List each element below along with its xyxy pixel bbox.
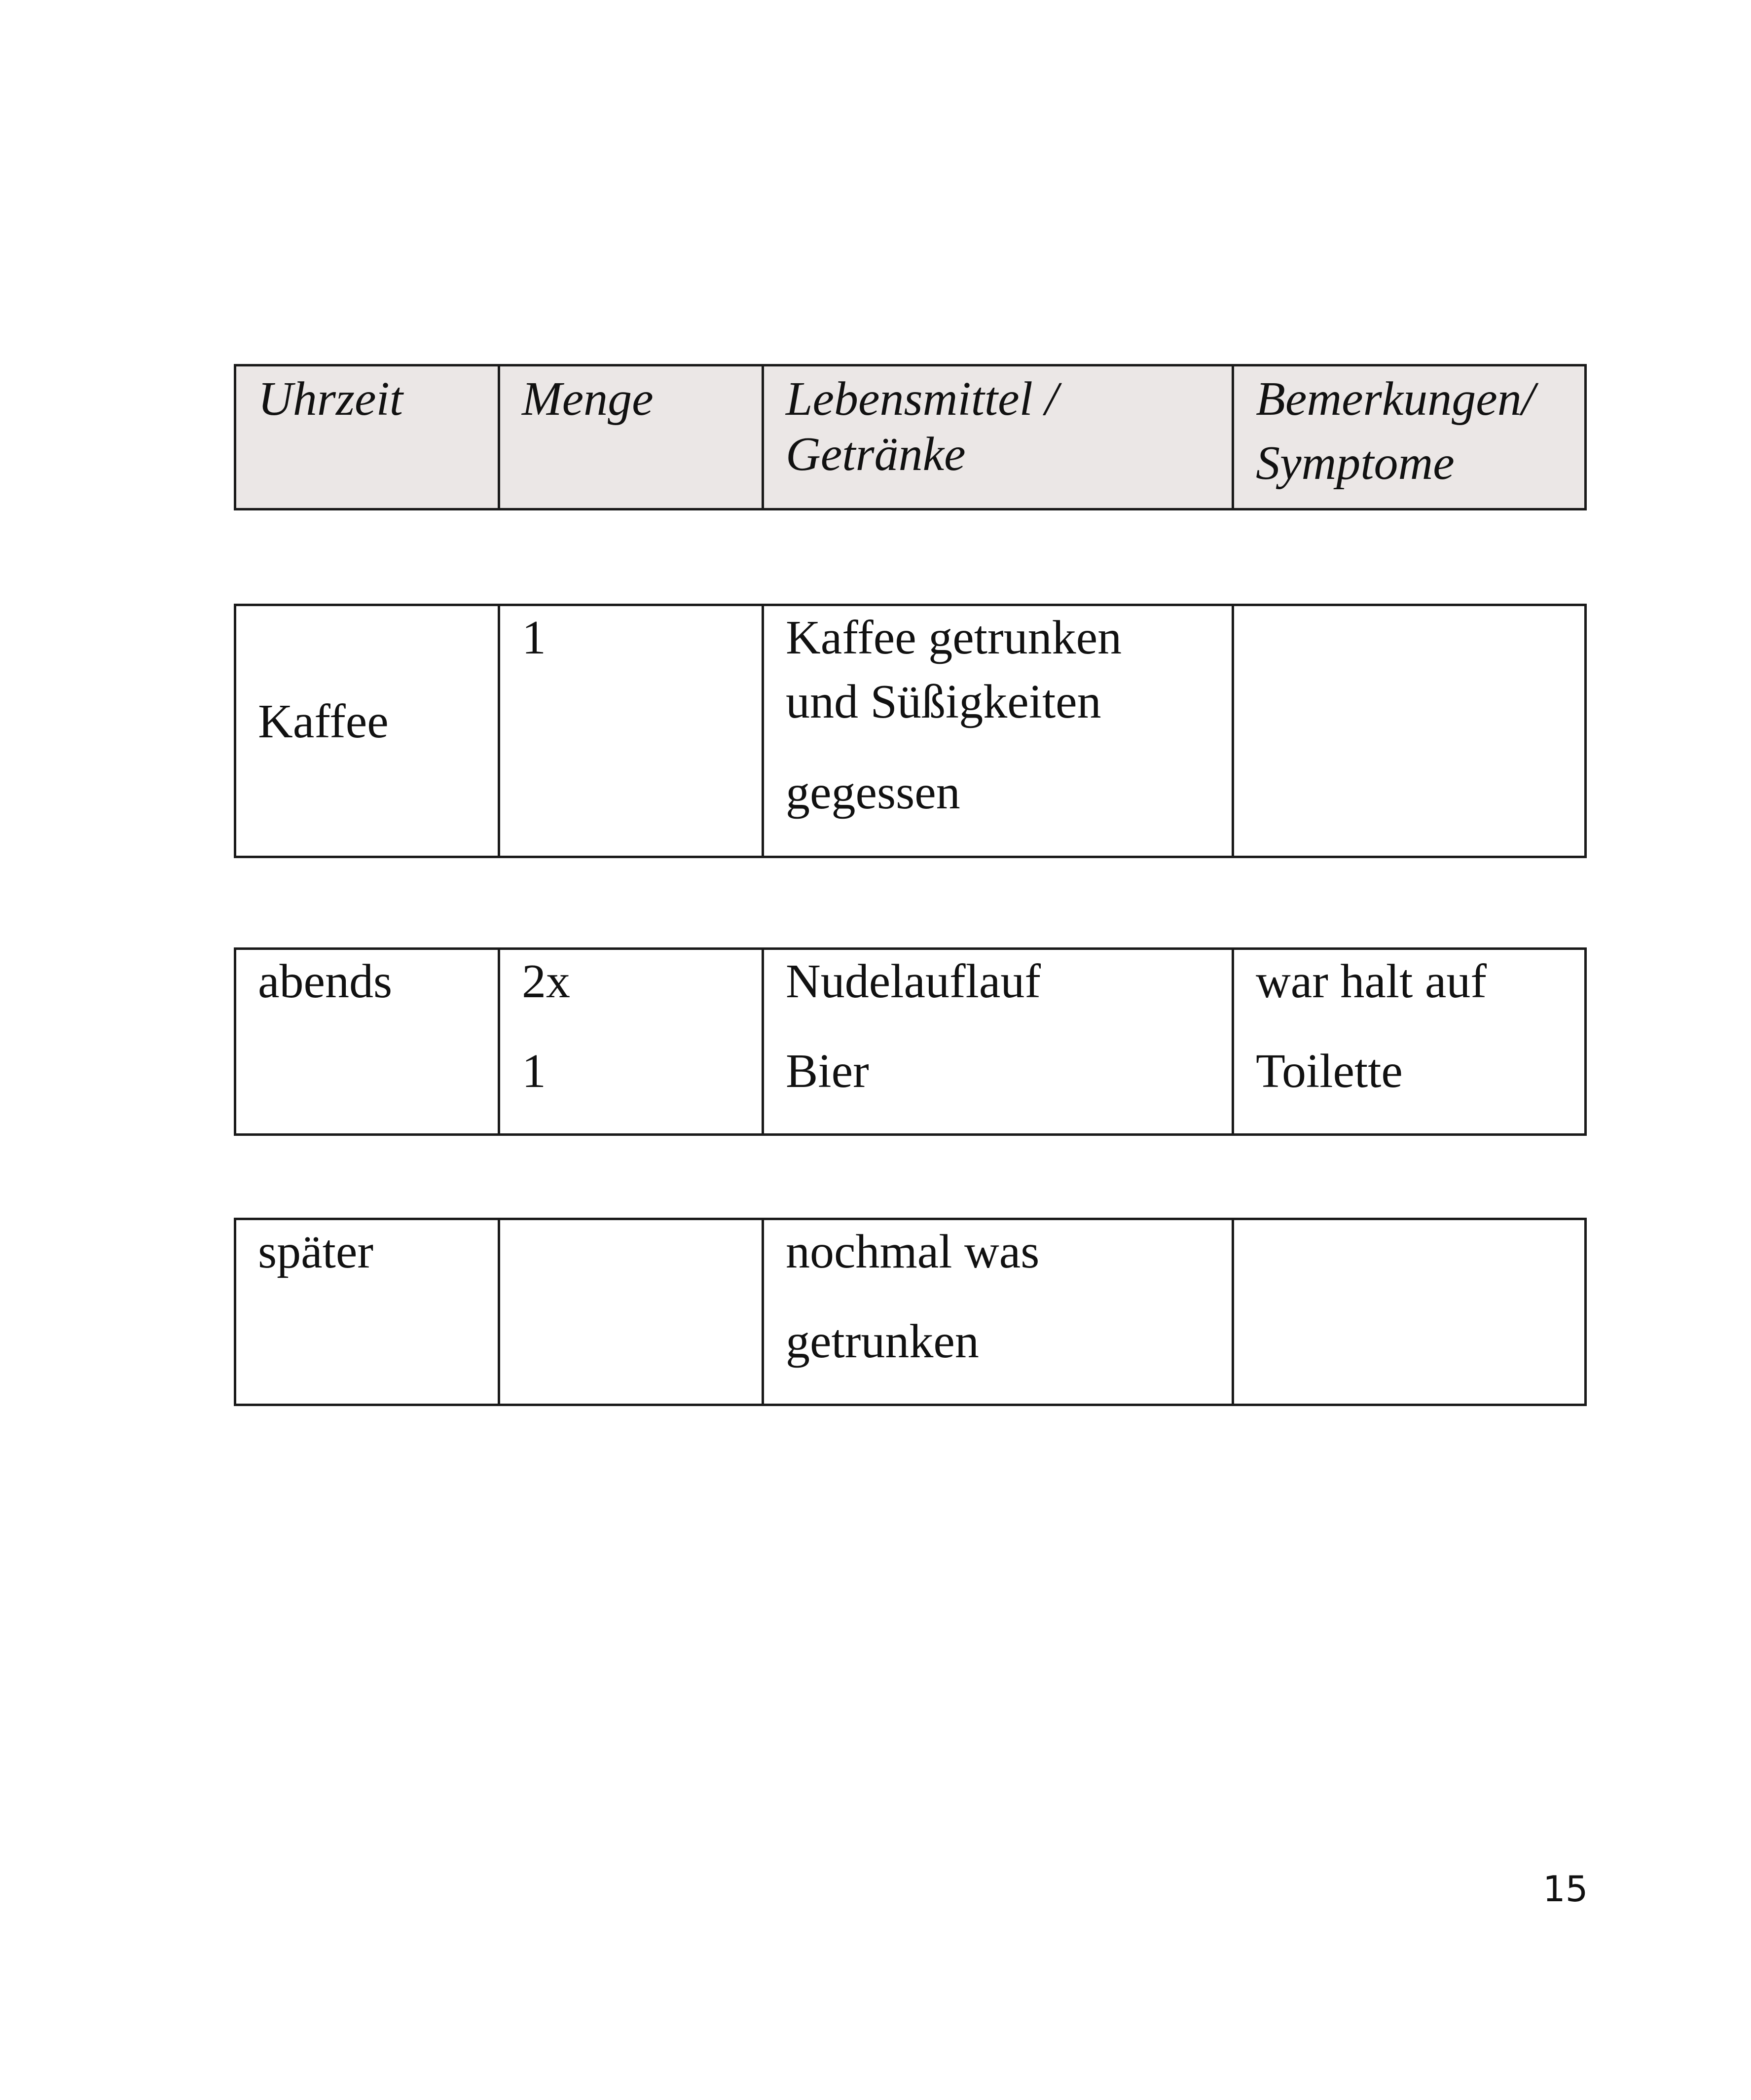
diary-entry-table-3	[234, 1218, 1587, 1406]
entry-food-line: Bier	[786, 1045, 869, 1098]
entry-remarks-line: Toilette	[1256, 1045, 1403, 1098]
entry-food-line: getrunken	[786, 1315, 979, 1368]
header-cell-time	[235, 365, 499, 509]
entry-food-line: und Süßigkeiten	[786, 675, 1101, 728]
header-time-label: Uhrzeit	[258, 372, 403, 426]
entry-food-cell	[763, 605, 1233, 857]
diary-header-table	[234, 364, 1587, 510]
table-row	[235, 949, 1586, 1135]
entry-time: später	[258, 1225, 373, 1278]
entry-amount-cell	[499, 1219, 763, 1405]
entry-food-cell	[763, 1219, 1233, 1405]
entry-time-cell	[235, 605, 499, 857]
diary-entry-table-2	[234, 947, 1587, 1136]
header-food-label-line2: Getränke	[786, 428, 966, 481]
entry-amount: 2x	[522, 955, 570, 1008]
header-cell-remarks	[1233, 365, 1586, 509]
entry-time: Kaffee	[258, 695, 389, 748]
header-row	[235, 365, 1586, 509]
header-amount-label: Menge	[522, 372, 654, 426]
entry-remarks-cell	[1233, 949, 1586, 1135]
entry-food-line: Kaffee getrunken	[786, 611, 1122, 664]
page-number: 15	[1543, 1868, 1588, 1910]
entry-time-cell	[235, 1219, 499, 1405]
entry-amount: 1	[522, 611, 546, 664]
entry-amount: 1	[522, 1045, 546, 1098]
entry-time-cell	[235, 949, 499, 1135]
header-remarks-label-line2: Symptome	[1256, 436, 1455, 490]
entry-remarks-line: war halt auf	[1256, 955, 1487, 1008]
entry-food-cell	[763, 949, 1233, 1135]
header-food-label-line1: Lebensmittel /	[786, 372, 1058, 426]
header-remarks-label-line1: Bemerkungen/	[1256, 372, 1535, 426]
entry-food-line: nochmal was	[786, 1225, 1040, 1278]
entry-remarks-cell	[1233, 605, 1586, 857]
entry-food-line: Nudelauflauf	[786, 955, 1041, 1008]
table-row	[235, 1219, 1586, 1405]
entry-amount-cell	[499, 605, 763, 857]
diary-entry-table-1	[234, 604, 1587, 858]
entry-time: abends	[258, 955, 393, 1008]
header-cell-amount	[499, 365, 763, 509]
entry-food-line: gegessen	[786, 766, 960, 819]
header-cell-food	[763, 365, 1233, 509]
entry-remarks-cell	[1233, 1219, 1586, 1405]
table-row	[235, 605, 1586, 857]
entry-amount-cell	[499, 949, 763, 1135]
